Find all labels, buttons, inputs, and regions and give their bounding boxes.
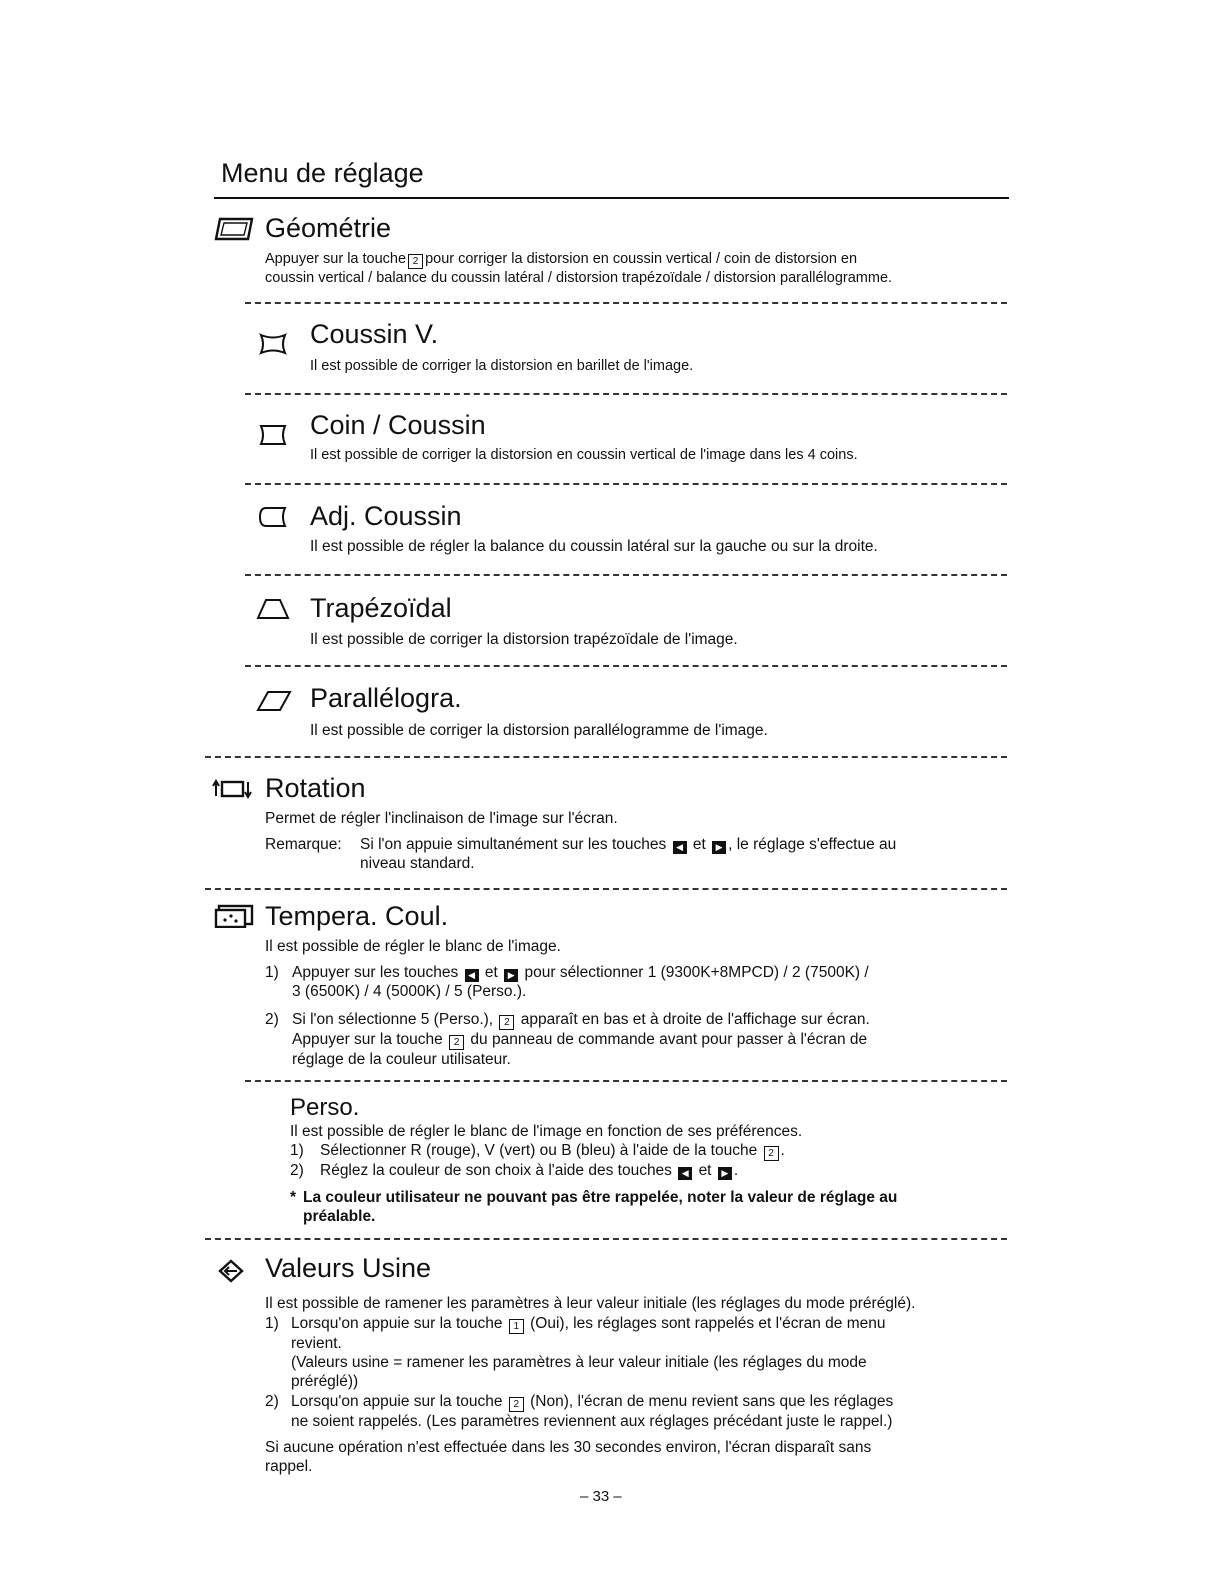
- divider: [245, 665, 1007, 667]
- right-arrow-key-icon: ▶: [712, 841, 726, 854]
- geometrie-description: Appuyer sur la touche 2 pour corriger la distorsion en coussin vertical / coin de distorsion en coussin vertical / balance du coussin latéral / distorsion trapézoïdale / distorsion parallélogramme.: [265, 251, 893, 286]
- left-arrow-key-icon: ◀: [673, 841, 687, 854]
- parallelogram-icon: [256, 689, 292, 713]
- title-rule: [214, 197, 1009, 199]
- coussin-v-description: Il est possible de corriger la distorsion en barillet de l'image.: [310, 358, 694, 374]
- divider: [245, 1080, 1007, 1082]
- page-title: Menu de réglage: [221, 158, 424, 188]
- key-2-icon: 2: [764, 1146, 779, 1161]
- section-title-coussin-v: Coussin V.: [310, 319, 439, 349]
- key-2-icon: 2: [509, 1397, 524, 1412]
- trapezoid-icon: [256, 597, 290, 621]
- key-1-icon: 1: [509, 1319, 524, 1334]
- key-2-icon: 2: [449, 1035, 464, 1050]
- left-arrow-key-icon: ◀: [465, 969, 479, 982]
- divider: [245, 302, 1007, 304]
- section-title-rotation: Rotation: [265, 773, 366, 803]
- right-arrow-key-icon: ▶: [504, 969, 518, 982]
- tempera-description: Il est possible de régler le blanc de l'image.: [265, 938, 561, 955]
- divider: [205, 756, 1007, 758]
- divider: [245, 393, 1007, 395]
- section-title-tempera: Tempera. Coul.: [265, 901, 449, 931]
- key-2-icon: 2: [408, 254, 423, 269]
- divider: [205, 1238, 1007, 1240]
- page-number: – 33 –: [580, 1488, 622, 1505]
- rotation-remark: Si l'on appuie simultanément sur les touches ◀ et ▶ , le réglage s'effectue au niveau standard.: [360, 836, 897, 872]
- pincushion-icon: [258, 332, 288, 356]
- adj-coussin-description: Il est possible de régler la balance du coussin latéral sur la gauche ou sur la droite.: [310, 538, 878, 555]
- section-title-perso: Perso.: [290, 1094, 360, 1121]
- section-title-parallelogra: Parallélogra.: [310, 683, 462, 713]
- divider: [245, 574, 1007, 576]
- section-title-trapezoidal: Trapézoïdal: [310, 593, 452, 623]
- left-arrow-key-icon: ◀: [678, 1167, 692, 1180]
- key-2-icon: 2: [499, 1015, 514, 1030]
- geometry-icon: [214, 216, 254, 242]
- rotation-description: Permet de régler l'inclinaison de l'image sur l'écran.: [265, 810, 618, 827]
- right-arrow-key-icon: ▶: [718, 1167, 732, 1180]
- pin-balance-icon: [258, 505, 288, 529]
- rotation-icon: [211, 778, 255, 800]
- parallelogra-description: Il est possible de corriger la distorsion parallélogramme de l'image.: [310, 722, 768, 739]
- reset-icon: [218, 1258, 246, 1284]
- section-title-coin-coussin: Coin / Coussin: [310, 410, 486, 440]
- rotation-remark-label: Remarque:: [265, 836, 342, 853]
- divider: [245, 483, 1007, 485]
- section-title-adj-coussin: Adj. Coussin: [310, 501, 462, 531]
- perso-description: Il est possible de régler le blanc de l'image en fonction de ses préférences.: [290, 1123, 803, 1140]
- color-temperature-icon: [214, 904, 254, 928]
- section-title-valeurs-usine: Valeurs Usine: [265, 1253, 432, 1283]
- valeurs-description: Il est possible de ramener les paramètres à leur valeur initiale (les réglages du mode préréglé).: [265, 1295, 916, 1312]
- coin-coussin-description: Il est possible de corriger la distorsion en coussin vertical de l'image dans les 4 coins.: [310, 447, 858, 463]
- divider: [205, 888, 1007, 890]
- valeurs-footer: Si aucune opération n'est effectuée dans les 30 secondes environ, l'écran disparaît sans rappel.: [265, 1439, 872, 1475]
- trapezoidal-description: Il est possible de corriger la distorsion trapézoïdale de l'image.: [310, 631, 738, 648]
- corner-pincushion-icon: [258, 423, 288, 447]
- section-title-geometrie: Géométrie: [265, 213, 392, 243]
